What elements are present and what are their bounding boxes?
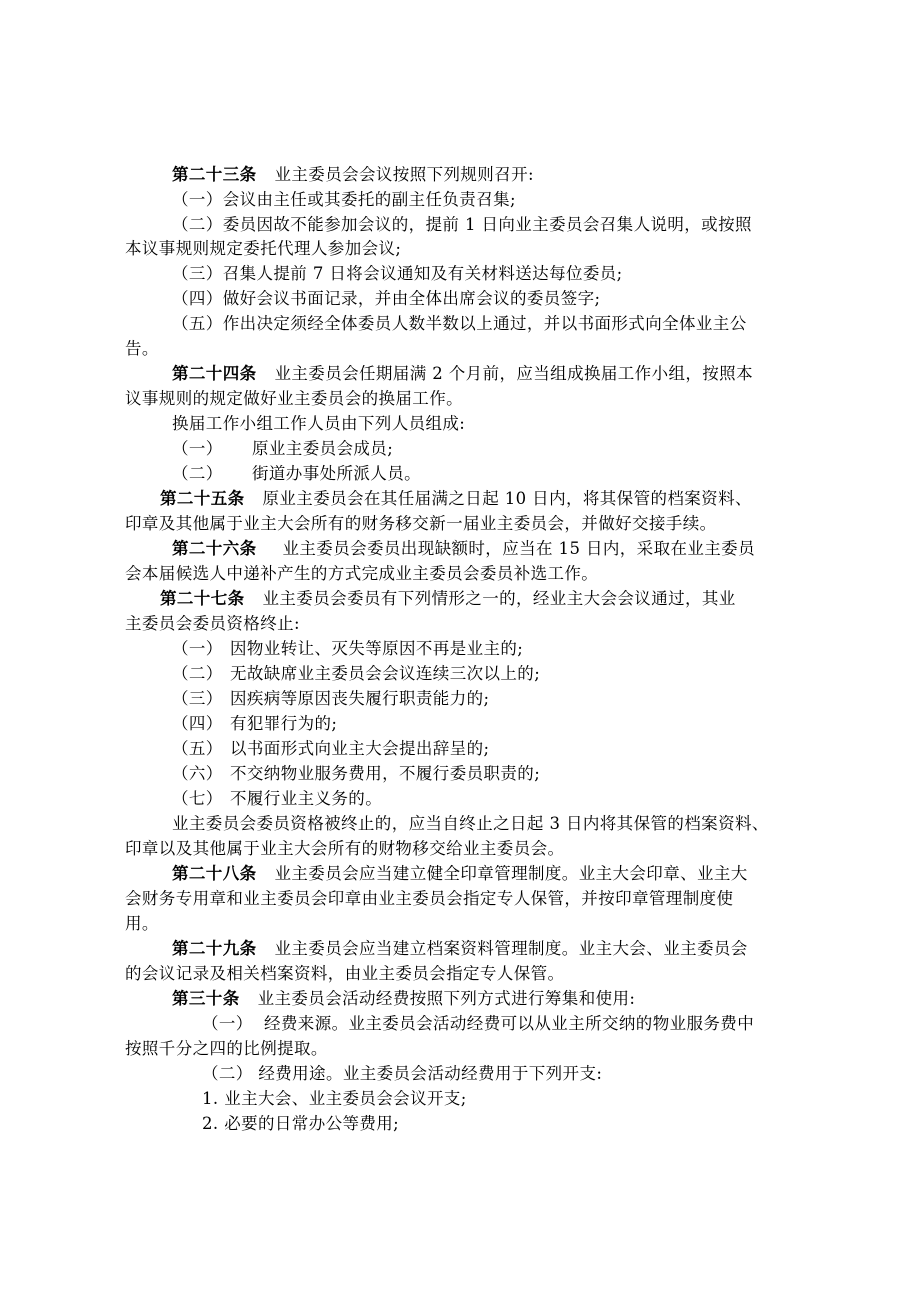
article-30-sub-1-num: （一）: [202, 1014, 253, 1033]
article-26-text-1: 业主委员会委员出现缺额时，应当在 15 日内，采取在业主委员: [282, 539, 755, 558]
article-25-text-1: 原业主委员会在其任届满之日起 10 日内，将其保管的档案资料、: [262, 489, 752, 508]
article-25-line-2: 印章及其他属于业主大会所有的财务移交新一届业主委员会，并做好交接手续。: [125, 514, 717, 533]
article-23-item-2-cont: 本议事规则规定委托代理人参加会议;: [125, 239, 402, 258]
article-27-item-4: [172, 711, 337, 737]
article-27-item-7-text: 不履行业主义务的。: [230, 789, 383, 808]
article-23-item-1: （一）会议由主任或其委托的副主任负责召集;: [172, 190, 516, 209]
article-29-heading: 第二十九条: [172, 939, 257, 958]
article-27-item-3-text: 因疾病等原因丧失履行职责能力的;: [230, 689, 490, 708]
article-27-item-1: [172, 636, 523, 662]
article-27-item-6-num: （六）: [172, 764, 223, 783]
article-27-line-1: [160, 586, 736, 612]
article-30-sub-1-text: 经费来源。业主委员会活动经费可以从业主所交纳的物业服务费中: [264, 1014, 755, 1033]
article-27-item-4-num: （四）: [172, 714, 223, 733]
article-27-item-5: [172, 736, 489, 762]
article-27-item-4-text: 有犯罪行为的;: [230, 714, 338, 733]
article-27-item-5-num: （五）: [172, 739, 223, 758]
article-24-item-2-text: 街道办事处所派人员。: [252, 464, 421, 483]
article-28-text-1: 业主委员会应当建立健全印章管理制度。业主大会印章、业主大: [274, 864, 748, 883]
article-23-item-5: （五）作出决定须经全体委员人数半数以上通过，并以书面形式向全体业主公: [172, 314, 747, 333]
article-27-item-2-text: 无故缺席业主委员会会议连续三次以上的;: [230, 664, 541, 683]
article-27-item-6-text: 不交纳物业服务费用，不履行委员职责的;: [230, 764, 541, 783]
article-27-item-5-text: 以书面形式向业主大会提出辞呈的;: [230, 739, 490, 758]
article-24-text-1: 业主委员会任期届满 2 个月前，应当组成换届工作小组，按照本: [274, 364, 753, 383]
article-27-item-3-num: （三）: [172, 689, 223, 708]
article-28-line-1: [172, 861, 748, 887]
article-24-line-1: [172, 361, 753, 387]
article-29-line-2: 的会议记录及相关档案资料，由业主委员会指定专人保管。: [125, 964, 565, 983]
article-23-item-3: （三）召集人提前 7 日将会议通知及有关材料送达每位委员;: [172, 264, 623, 283]
article-30-sub-1-cont: 按照千分之四的比例提取。: [125, 1039, 328, 1058]
article-25-line-1: [160, 486, 752, 512]
article-27-item-2-num: （二）: [172, 664, 223, 683]
article-27-line-2: 主委员会委员资格终止:: [125, 614, 300, 633]
article-29-text-1: 业主委员会应当建立档案资料管理制度。业主大会、业主委员会: [274, 939, 748, 958]
article-24-item-1-num: （一）: [172, 439, 223, 458]
article-25-heading: 第二十五条: [160, 489, 245, 508]
article-27-tail-1: 业主委员会委员资格被终止的，应当自终止之日起 3 日内将其保管的档案资料、: [172, 814, 769, 833]
article-30-sub-1: [202, 1011, 754, 1037]
article-23-heading: 第二十三条: [172, 165, 257, 184]
article-27-item-7-num: （七）: [172, 789, 223, 808]
article-26-line-2: 会本届候选人中递补产生的方式完成业主委员会委员补选工作。: [125, 564, 599, 583]
article-28-heading: 第二十八条: [172, 864, 257, 883]
article-27-item-6: [172, 761, 540, 787]
article-23-item-5-cont: 告。: [125, 339, 159, 358]
article-26-heading: 第二十六条: [172, 539, 257, 558]
article-24-line-2: 议事规则的规定做好业主委员会的换届工作。: [125, 389, 463, 408]
article-24-line-3: 换届工作小组工作人员由下列人员组成:: [172, 414, 466, 433]
article-30-line-1: [172, 986, 635, 1012]
article-24-item-2-num: （二）: [172, 464, 223, 483]
article-28-line-2: 会财务专用章和业主委员会印章由业主委员会指定专人保管，并按印章管理制度使: [125, 889, 734, 908]
article-27-tail-2: 印章以及其他属于业主大会所有的财物移交给业主委员会。: [125, 839, 565, 858]
article-24-item-1-text: 原业主委员会成员;: [252, 439, 394, 458]
article-23-item-4: （四）做好会议书面记录，并由全体出席会议的委员签字;: [172, 289, 601, 308]
article-27-item-1-text: 因物业转让、灭失等原因不再是业主的;: [230, 639, 524, 658]
article-23-item-2: （二）委员因故不能参加会议的，提前 1 日向业主委员会召集人说明，或按照: [172, 215, 752, 234]
article-30-sub-2: （二） 经费用途。业主委员会活动经费用于下列开支:: [202, 1064, 603, 1083]
article-24-item-1: [172, 436, 393, 462]
article-24-item-2: [172, 461, 421, 487]
article-27-item-1-num: （一）: [172, 639, 223, 658]
article-26-line-1: [172, 536, 755, 562]
article-23-intro-line: [172, 162, 534, 188]
article-29-line-1: [172, 936, 748, 962]
article-27-text-1: 业主委员会委员有下列情形之一的，经业主大会会议通过，其业: [262, 589, 736, 608]
article-27-item-3: [172, 686, 489, 712]
article-27-item-2: [172, 661, 540, 687]
article-27-item-7: [172, 786, 382, 812]
article-30-text-1: 业主委员会活动经费按照下列方式进行筹集和使用:: [257, 989, 636, 1008]
article-23-intro: 业主委员会会议按照下列规则召开:: [274, 165, 534, 184]
article-24-heading: 第二十四条: [172, 364, 257, 383]
article-30-heading: 第三十条: [172, 989, 240, 1008]
article-30-list-item-1: 1. 业主大会、业主委员会会议开支;: [202, 1089, 467, 1108]
article-28-line-3: 用。: [125, 914, 159, 933]
article-30-list-item-2: 2. 必要的日常办公等费用;: [202, 1114, 400, 1133]
article-27-heading: 第二十七条: [160, 589, 245, 608]
